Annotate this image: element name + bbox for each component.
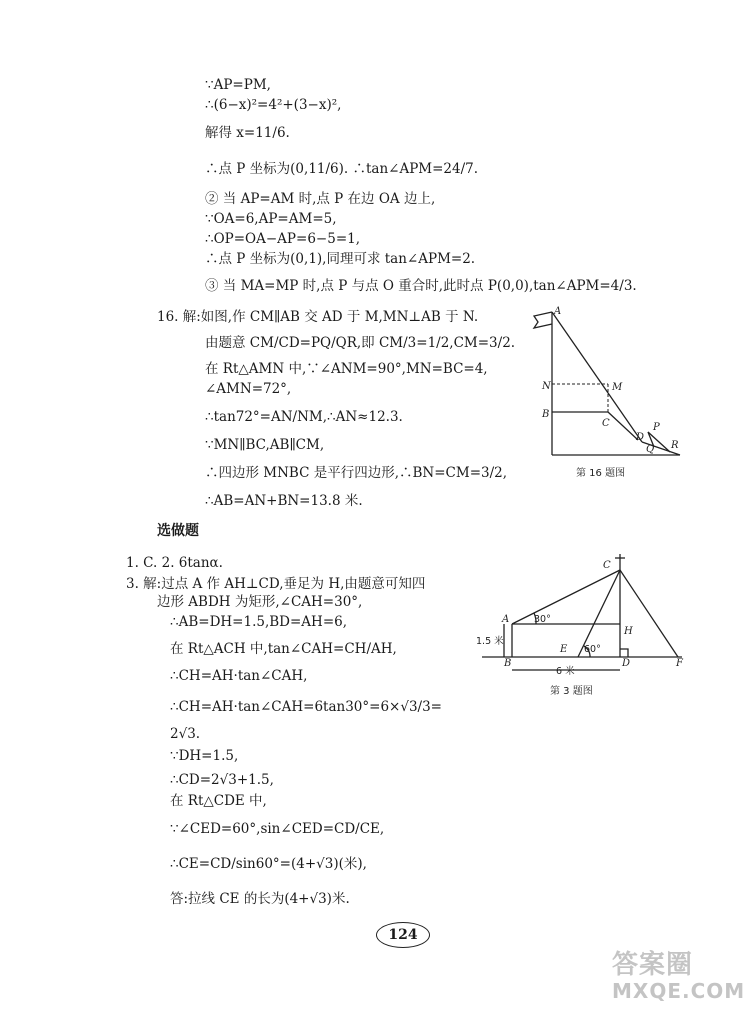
point-a-label: A	[554, 306, 562, 317]
point-h-label: H	[624, 626, 633, 637]
point-r-label: R	[671, 440, 679, 451]
point-c-label: C	[602, 418, 610, 429]
problem-16-heading: 16. 解:如图,作 CM∥AB 交 AD 于 M,MN⊥AB 于 N.	[157, 309, 479, 325]
watermark-logo-text: 答案圈	[612, 950, 694, 980]
solution-line: 边形 ABDH 为矩形,∠CAH=30°,	[157, 594, 363, 610]
angle-30-label: 30°	[534, 614, 551, 625]
solution-line: ∴CE=CD/sin60°=(4+√3)(米),	[170, 856, 367, 872]
solution-line: ∴点 P 坐标为(0,11/6). ∴tan∠APM=24/7.	[205, 161, 479, 177]
solution-line: ∴CH=AH·tan∠CAH=6tan30°=6×√3/3=	[170, 699, 442, 715]
solution-line: 解得 x=11/6.	[205, 125, 290, 141]
solution-line: 在 Rt△CDE 中,	[170, 793, 267, 809]
solution-line: ∴OP=OA−AP=6−5=1,	[205, 231, 361, 247]
solution-line: 2√3.	[170, 726, 201, 742]
solution-line: ∵OA=6,AP=AM=5,	[205, 211, 337, 227]
watermark	[612, 944, 745, 1003]
solution-line: ③ 当 MA=MP 时,点 P 与点 O 重合时,此时点 P(0,0),tan∠APM=4/3.	[205, 278, 637, 294]
solution-line: ∴AB=DH=1.5,BD=AH=6,	[170, 614, 348, 630]
point-e-label: E	[560, 644, 568, 655]
flag-shape	[534, 312, 552, 328]
solution-line: ∵∠CED=60°,sin∠CED=CD/CE,	[170, 821, 385, 837]
point-m-label: M	[612, 382, 623, 393]
solution-line: ∴AB=AN+BN=13.8 米.	[205, 493, 363, 509]
point-c-label: C	[603, 560, 611, 571]
point-f-label: F	[676, 658, 683, 669]
conclusion-line: 答:拉线 CE 的长为(4+√3)米.	[170, 891, 350, 907]
height-label: 1.5 米	[476, 636, 504, 647]
point-b-label: B	[504, 658, 512, 669]
solution-line: ∴tan72°=AN/NM,∴AN≈12.3.	[205, 409, 403, 425]
point-a-label: A	[502, 614, 510, 625]
page-number: 124	[376, 922, 430, 948]
problem-3-heading: 3. 解:过点 A 作 AH⊥CD,垂足为 H,由题意可知四	[126, 576, 426, 592]
figure-16-diagram	[520, 302, 690, 484]
point-n-label: N	[542, 381, 551, 392]
solution-line: ∴(6−x)²=4²+(3−x)²,	[205, 97, 342, 113]
solution-line: ∵AP=PM,	[205, 77, 271, 93]
point-q-label: Q	[646, 444, 655, 455]
section-heading: 选做题	[157, 523, 199, 539]
solution-line: 由题意 CM/CD=PQ/QR,即 CM/3=1/2,CM=3/2.	[205, 335, 516, 351]
figure-16-caption: 第 16 题图	[576, 468, 626, 479]
solution-line: ∵MN∥BC,AB∥CM,	[205, 437, 325, 453]
solution-line: 在 Rt△AMN 中,∵∠ANM=90°,MN=BC=4,	[205, 361, 488, 377]
solution-line: ∴点 P 坐标为(0,1),同理可求 tan∠APM=2.	[205, 251, 476, 267]
point-d-label: D	[636, 432, 645, 443]
solution-line: ② 当 AP=AM 时,点 P 在边 OA 边上,	[205, 191, 436, 207]
watermark-url: MXQE.COM	[612, 979, 746, 1003]
solution-line: ∵DH=1.5,	[170, 748, 239, 764]
figure-3-diagram	[474, 552, 689, 700]
solution-line: ∠AMN=72°,	[205, 381, 292, 397]
figure-3-caption: 第 3 题图	[550, 686, 593, 697]
solution-line: 在 Rt△ACH 中,tan∠CAH=CH/AH,	[170, 641, 397, 657]
solution-line: ∴CH=AH·tan∠CAH,	[170, 668, 308, 684]
solution-line: ∴四边形 MNBC 是平行四边形,∴BN=CM=3/2,	[205, 465, 508, 481]
answer-line: 1. C. 2. 6tanα.	[126, 555, 223, 571]
shadow-line	[552, 312, 645, 443]
angle-60-label: 60°	[584, 644, 601, 655]
solution-line: ∴CD=2√3+1.5,	[170, 772, 274, 788]
point-p-label: P	[653, 422, 660, 433]
width-label: 6 米	[556, 666, 575, 677]
point-b-label: B	[542, 409, 550, 420]
point-d-label: D	[622, 658, 631, 669]
